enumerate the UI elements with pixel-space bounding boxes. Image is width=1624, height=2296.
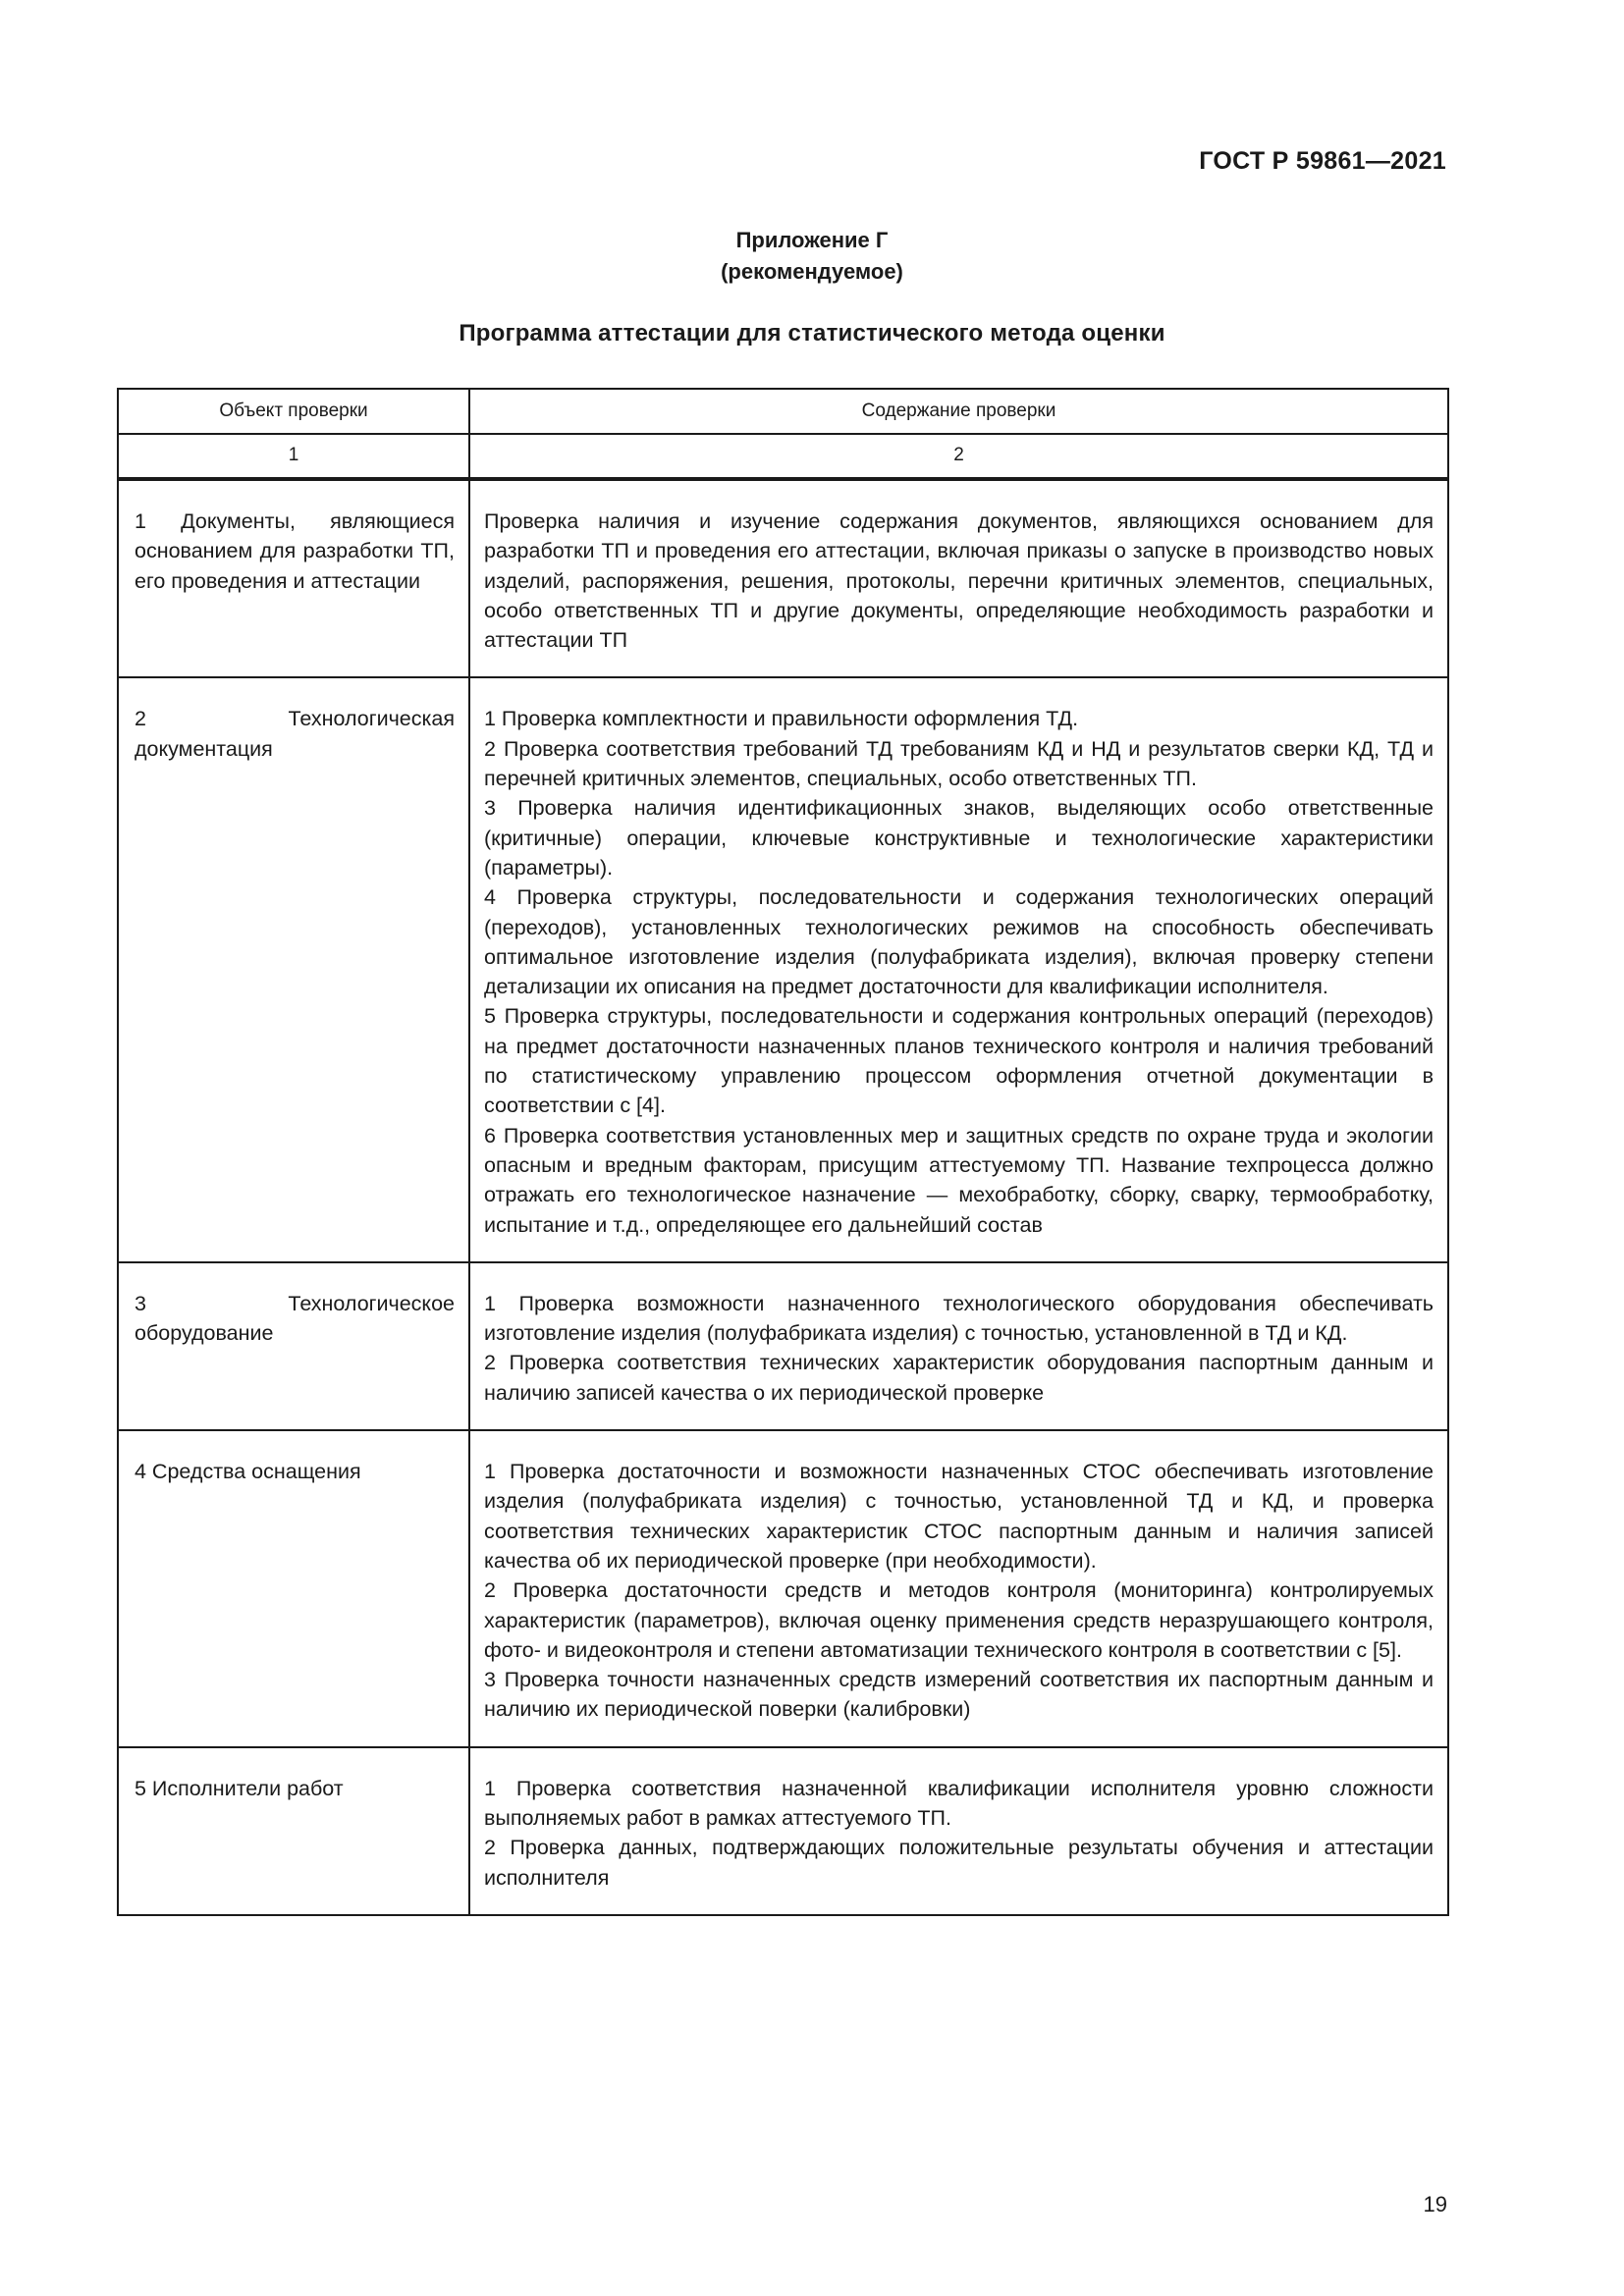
content-paragraph: 4 Проверка структуры, последовательности и содержания технологических операций (переходов), установленных технологических режимов на способность обеспечивать оптимальное изготовление изделия (полуфабриката изделия), включая проверку степени детализации их описания на предмет достаточности для квалификации исполнителя. bbox=[484, 885, 1434, 999]
row-object: 5 Исполнители работ bbox=[118, 1747, 469, 1915]
table-row bbox=[118, 1430, 1448, 1747]
row-content bbox=[469, 1262, 1448, 1430]
table-row bbox=[118, 1262, 1448, 1430]
content-paragraph: 6 Проверка соответствия установленных мер и защитных средств по охране труда и экологии опасным и вредным факторам, присущим аттестуемому ТП. Название техпроцесса должно отражать его технологическое назначение — мехобработку, сборку, сварку, термообработку, испытание и т.д., определяющее его дальнейший состав bbox=[484, 1123, 1434, 1237]
content-paragraph: 2 Проверка соответствия технических характеристик оборудования паспортным данным и наличию записей качества о их периодической проверке bbox=[484, 1351, 1434, 1405]
document-code: ГОСТ Р 59861—2021 bbox=[1199, 147, 1446, 175]
content-paragraph: 1 Проверка возможности назначенного технологического оборудования обеспечивать изготовление изделия (полуфабриката изделия) с точностью, установленной в ТД и КД. bbox=[484, 1291, 1434, 1346]
content-paragraph: 2 Проверка данных, подтверждающих положительные результаты обучения и аттестации исполнителя bbox=[484, 1836, 1434, 1890]
row-content bbox=[469, 1747, 1448, 1915]
row-object: 4 Средства оснащения bbox=[118, 1430, 469, 1747]
table-row bbox=[118, 1747, 1448, 1915]
content-paragraph: Проверка наличия и изучение содержания документов, являющихся основанием для разработки ТП и проведения его аттестации, включая приказы о запуске в производство новых изделий, распоряжения, решения, протоколы, перечни критичных элементов, специальных, особо ответственных ТП и другие документы, определяющие необходимость разработки и аттестации ТП bbox=[484, 509, 1434, 653]
page-number: 19 bbox=[1423, 2192, 1447, 2216]
content-paragraph: 2 Проверка соответствия требований ТД требованиям КД и НД и результатов сверки КД, ТД и перечней критичных элементов, специальных, особо ответственных ТП. bbox=[484, 736, 1434, 791]
annex-heading: Программа аттестации для статистического метода оценки bbox=[459, 320, 1165, 347]
column-header-content: Содержание проверки bbox=[469, 389, 1448, 434]
annex-type: (рекомендуемое) bbox=[721, 259, 903, 284]
annex-title: Приложение Г bbox=[735, 228, 889, 252]
table-row bbox=[118, 479, 1448, 677]
content-paragraph: 3 Проверка наличия идентификационных знаков, выделяющих особо ответственные (критичные) операции, ключевые конструктивные и технологические характеристики (параметры). bbox=[484, 796, 1434, 880]
table-column-numbers-row bbox=[118, 434, 1448, 479]
row-content bbox=[469, 479, 1448, 677]
certification-program-table bbox=[117, 388, 1449, 1916]
content-paragraph: 1 Проверка достаточности и возможности назначенных СТОС обеспечивать изготовление изделия (полуфабриката изделия) с точностью, установленной ТД и КД, и проверка соответствия технических характеристик СТОС паспортным данным и наличия записей качества об их периодической проверке (при необходимости). bbox=[484, 1460, 1434, 1573]
content-paragraph: 1 Проверка комплектности и правильности оформления ТД. bbox=[484, 707, 1079, 731]
row-object: 1 Документы, являющиеся основанием для разработки ТП, его проведения и аттестации bbox=[118, 479, 469, 677]
row-content bbox=[469, 677, 1448, 1261]
table-header-row bbox=[118, 389, 1448, 434]
column-header-object: Объект проверки bbox=[118, 389, 469, 434]
row-content bbox=[469, 1430, 1448, 1747]
row-object: 2 Технологическая документация bbox=[118, 677, 469, 1261]
content-paragraph: 5 Проверка структуры, последовательности и содержания контрольных операций (переходов) на предмет достаточности назначенных планов технического контроля и наличия требований по статистическому управлению процессом оформления отчетной документации в соответствии с [4]. bbox=[484, 1004, 1434, 1118]
column-number-1: 1 bbox=[118, 434, 469, 479]
table-row bbox=[118, 677, 1448, 1261]
content-paragraph: 2 Проверка достаточности средств и методов контроля (мониторинга) контролируемых характеристик (параметров), включая оценку применения средств неразрушающего контроля, фото- и видеоконтроля и степени автоматизации технического контроля в соответствии с [5]. bbox=[484, 1578, 1434, 1662]
row-object: 3 Технологическое оборудование bbox=[118, 1262, 469, 1430]
content-paragraph: 1 Проверка соответствия назначенной квалификации исполнителя уровню сложности выполняемых работ в рамках аттестуемого ТП. bbox=[484, 1776, 1434, 1830]
content-paragraph: 3 Проверка точности назначенных средств измерений соответствия их паспортным данным и наличию их периодической поверки (калибровки) bbox=[484, 1668, 1434, 1722]
column-number-2: 2 bbox=[469, 434, 1448, 479]
